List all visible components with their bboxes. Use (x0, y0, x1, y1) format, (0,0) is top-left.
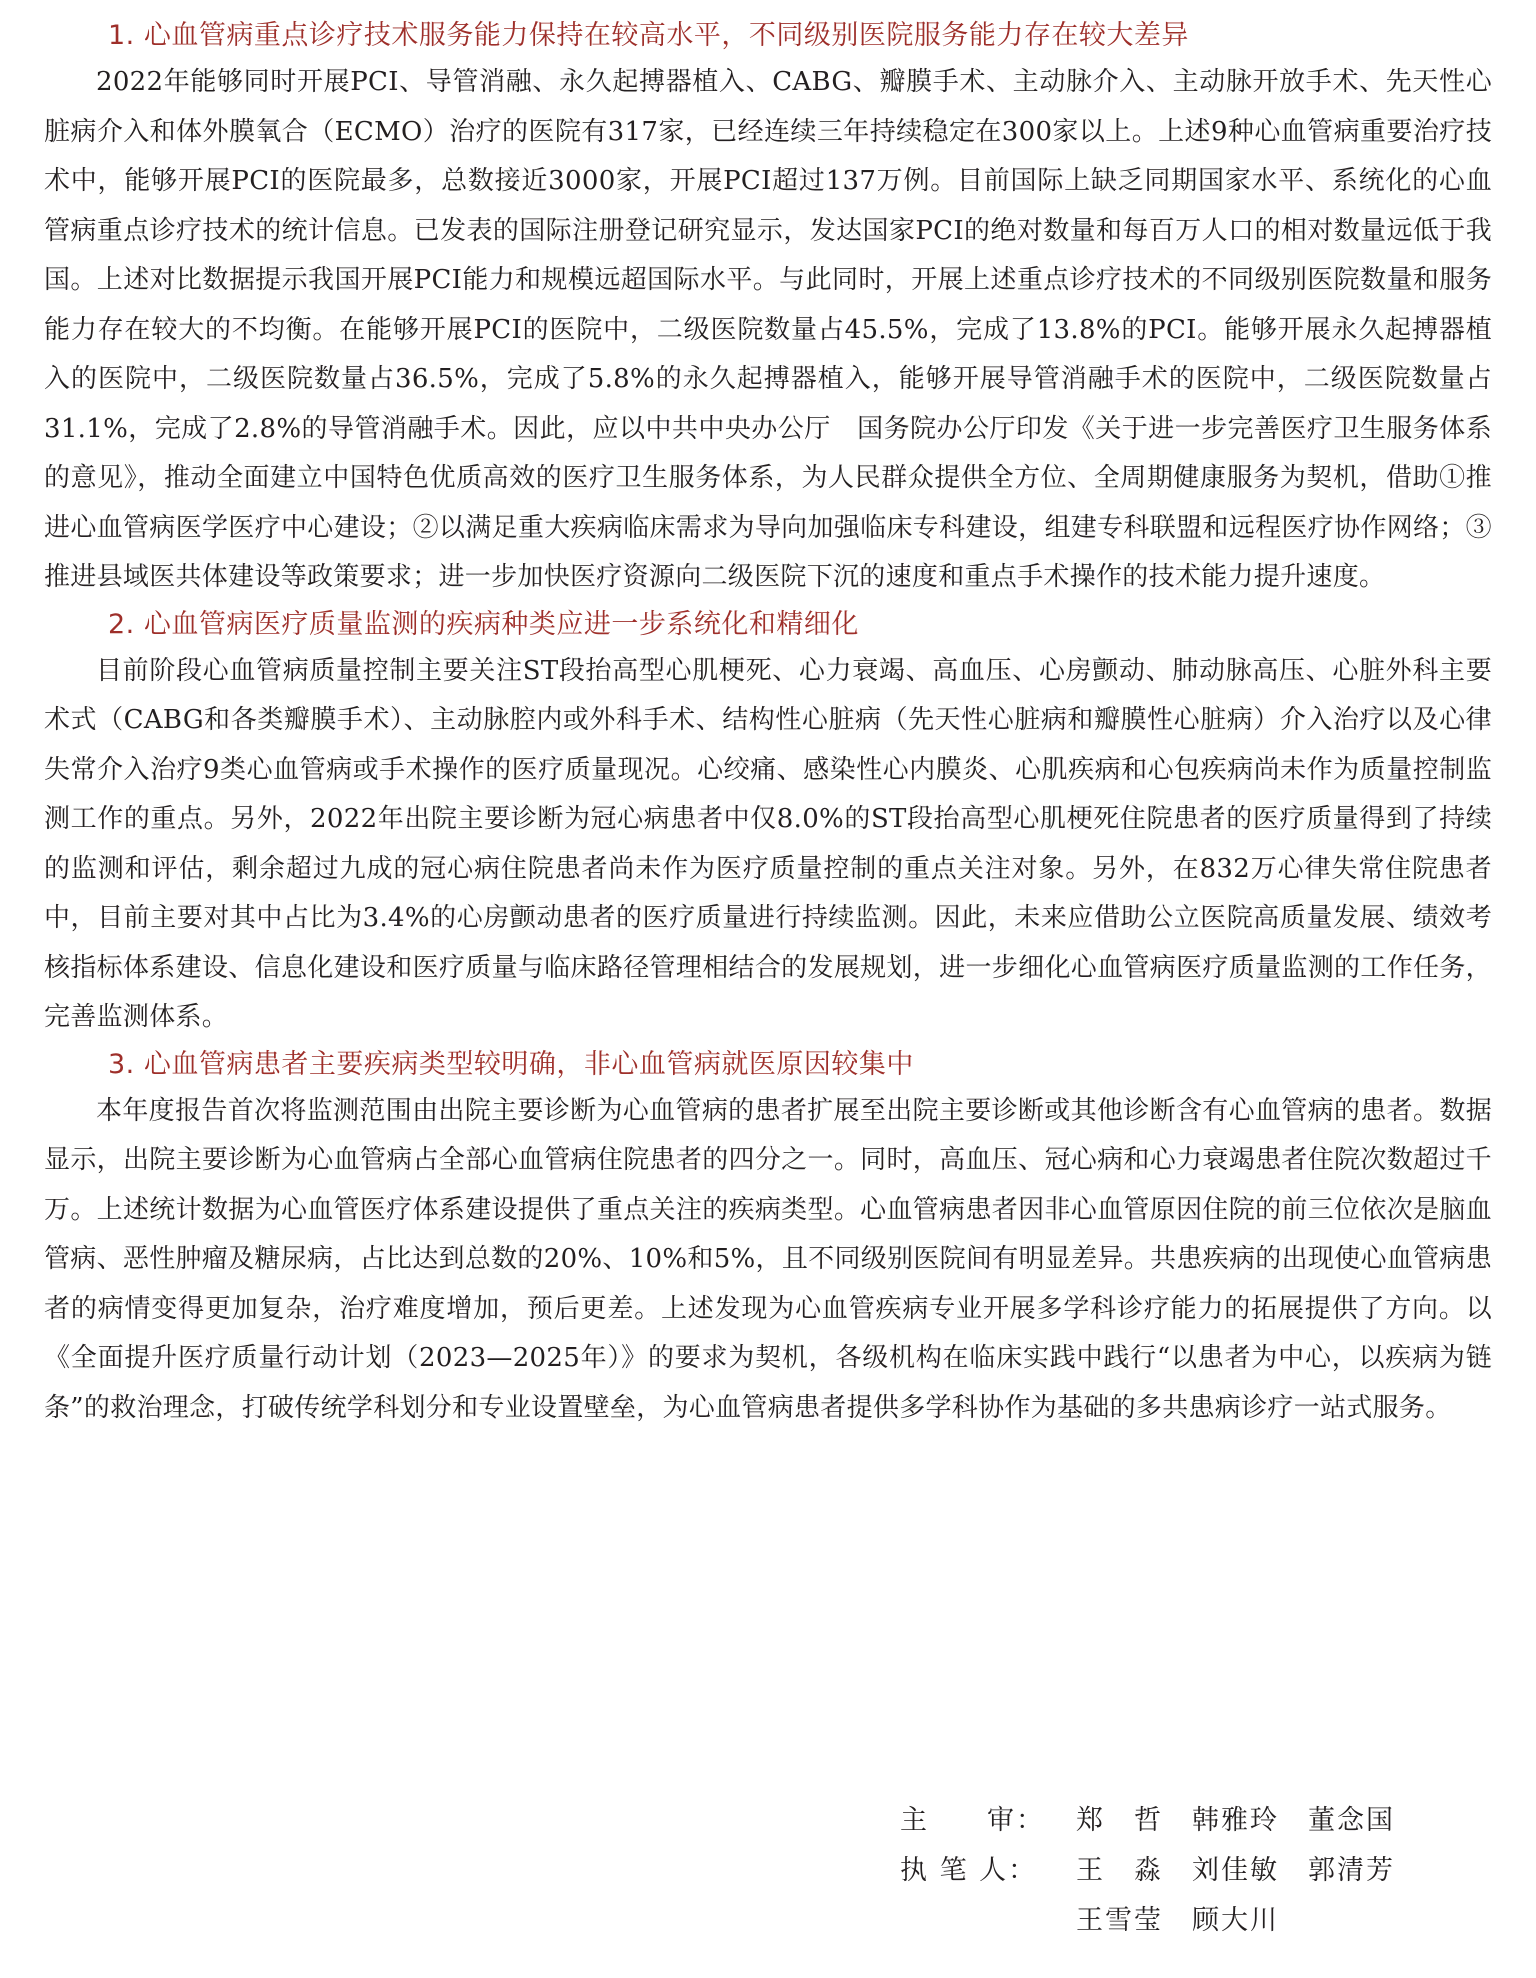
reviewers-label: 主 审： (900, 1804, 1045, 1836)
credits-block (900, 1792, 1460, 1942)
section-heading-1: 1. 心血管病重点诊疗技术服务能力保持在较高水平，不同级别医院服务能力存在较大差异 (108, 20, 1189, 51)
writers-label: 执 笔 人： (900, 1854, 1038, 1886)
document-page (44, 14, 1492, 1433)
reviewers-names: 郑 哲 韩雅玲 董念国 (1076, 1804, 1395, 1836)
writers-names-line1: 王 淼 刘佳敏 郭清芳 (1076, 1854, 1395, 1886)
writers-row (900, 1842, 1460, 1892)
writers-row-continued (900, 1892, 1460, 1942)
section-paragraph-2: 目前阶段心血管病质量控制主要关注ST段抬高型心肌梗死、心力衰竭、高血压、心房颤动、肺动脉高压、心脏外科主要术式（CABG和各类瓣膜手术）、主动脉腔内或外科手术、结构性心脏病（先天性心脏病和瓣膜性心脏病）介入治疗以及心律失常介入治疗9类心血管病或手术操作的医疗质量现况。心绞痛、感染性心内膜炎、心肌疾病和心包疾病尚未作为质量控制监测工作的重点。另外，2022年出院主要诊断为冠心病患者中仅8.0%的ST段抬高型心肌梗死住院患者的医疗质量得到了持续的监测和评估，剩余超过九成的冠心病住院患者尚未作为医疗质量控制的重点关注对象。另外，在832万心律失常住院患者中，目前主要对其中占比为3.4%的心房颤动患者的医疗质量进行持续监测。因此，未来应借助公立医院高质量发展、绩效考核指标体系建设、信息化建设和医疗质量与临床路径管理相结合的发展规划，进一步细化心血管病医疗质量监测的工作任务，完善监测体系。 (44, 655, 1492, 1032)
section-heading-2: 2. 心血管病医疗质量监测的疾病种类应进一步系统化和精细化 (108, 608, 859, 640)
section-paragraph-3: 本年度报告首次将监测范围由出院主要诊断为心血管病的患者扩展至出院主要诊断或其他诊断含有心血管病的患者。数据显示，出院主要诊断为心血管病占全部心血管病住院患者的四分之一。同时，高血压、冠心病和心力衰竭患者住院次数超过千万。上述统计数据为心血管医疗体系建设提供了重点关注的疾病类型。心血管病患者因非心血管原因住院的前三位依次是脑血管病、恶性肿瘤及糖尿病，占比达到总数的20%、10%和5%，且不同级别医院间有明显差异。共患疾病的出现使心血管病患者的病情变得更加复杂，治疗难度增加，预后更差。上述发现为心血管疾病专业开展多学科诊疗能力的拓展提供了方向。以《全面提升医疗质量行动计划（2023—2025年）》的要求为契机，各级机构在临床实践中践行“以患者为中心，以疾病为链条”的救治理念，打破传统学科划分和专业设置壁垒，为心血管病患者提供多学科协作为基础的多共患病诊疗一站式服务。 (44, 1095, 1492, 1423)
section-paragraph-1: 2022年能够同时开展PCI、导管消融、永久起搏器植入、CABG、瓣膜手术、主动脉介入、主动脉开放手术、先天性心脏病介入和体外膜氧合（ECMO）治疗的医院有317家，已经连续三年持续稳定在300家以上。上述9种心血管病重要治疗技术中，能够开展PCI的医院最多，总数接近3000家，开展PCI超过137万例。目前国际上缺乏同期国家水平、系统化的心血管病重点诊疗技术的统计信息。已发表的国际注册登记研究显示，发达国家PCI的绝对数量和每百万人口的相对数量远低于我国。上述对比数据提示我国开展PCI能力和规模远超国际水平。与此同时，开展上述重点诊疗技术的不同级别医院数量和服务能力存在较大的不均衡。在能够开展PCI的医院中，二级医院数量占45.5%，完成了13.8%的PCI。能够开展永久起搏器植入的医院中，二级医院数量占36.5%，完成了5.8%的永久起搏器植入，能够开展导管消融手术的医院中，二级医院数量占31.1%，完成了2.8%的导管消融手术。因此，应以中共中央办公厅 国务院办公厅印发《关于进一步完善医疗卫生服务体系的意见》，推动全面建立中国特色优质高效的医疗卫生服务体系，为人民群众提供全方位、全周期健康服务为契机，借助①推进心血管病医学医疗中心建设；②以满足重大疾病临床需求为导向加强临床专科建设，组建专科联盟和远程医疗协作网络；③推进县域医共体建设等政策要求；进一步加快医疗资源向二级医院下沉的速度和重点手术操作的技术能力提升速度。 (44, 67, 1492, 592)
reviewers-row (900, 1792, 1460, 1842)
section-heading-3: 3. 心血管病患者主要疾病类型较明确，非心血管病就医原因较集中 (108, 1048, 914, 1080)
writers-names-line2: 王雪莹 顾大川 (1076, 1904, 1279, 1936)
